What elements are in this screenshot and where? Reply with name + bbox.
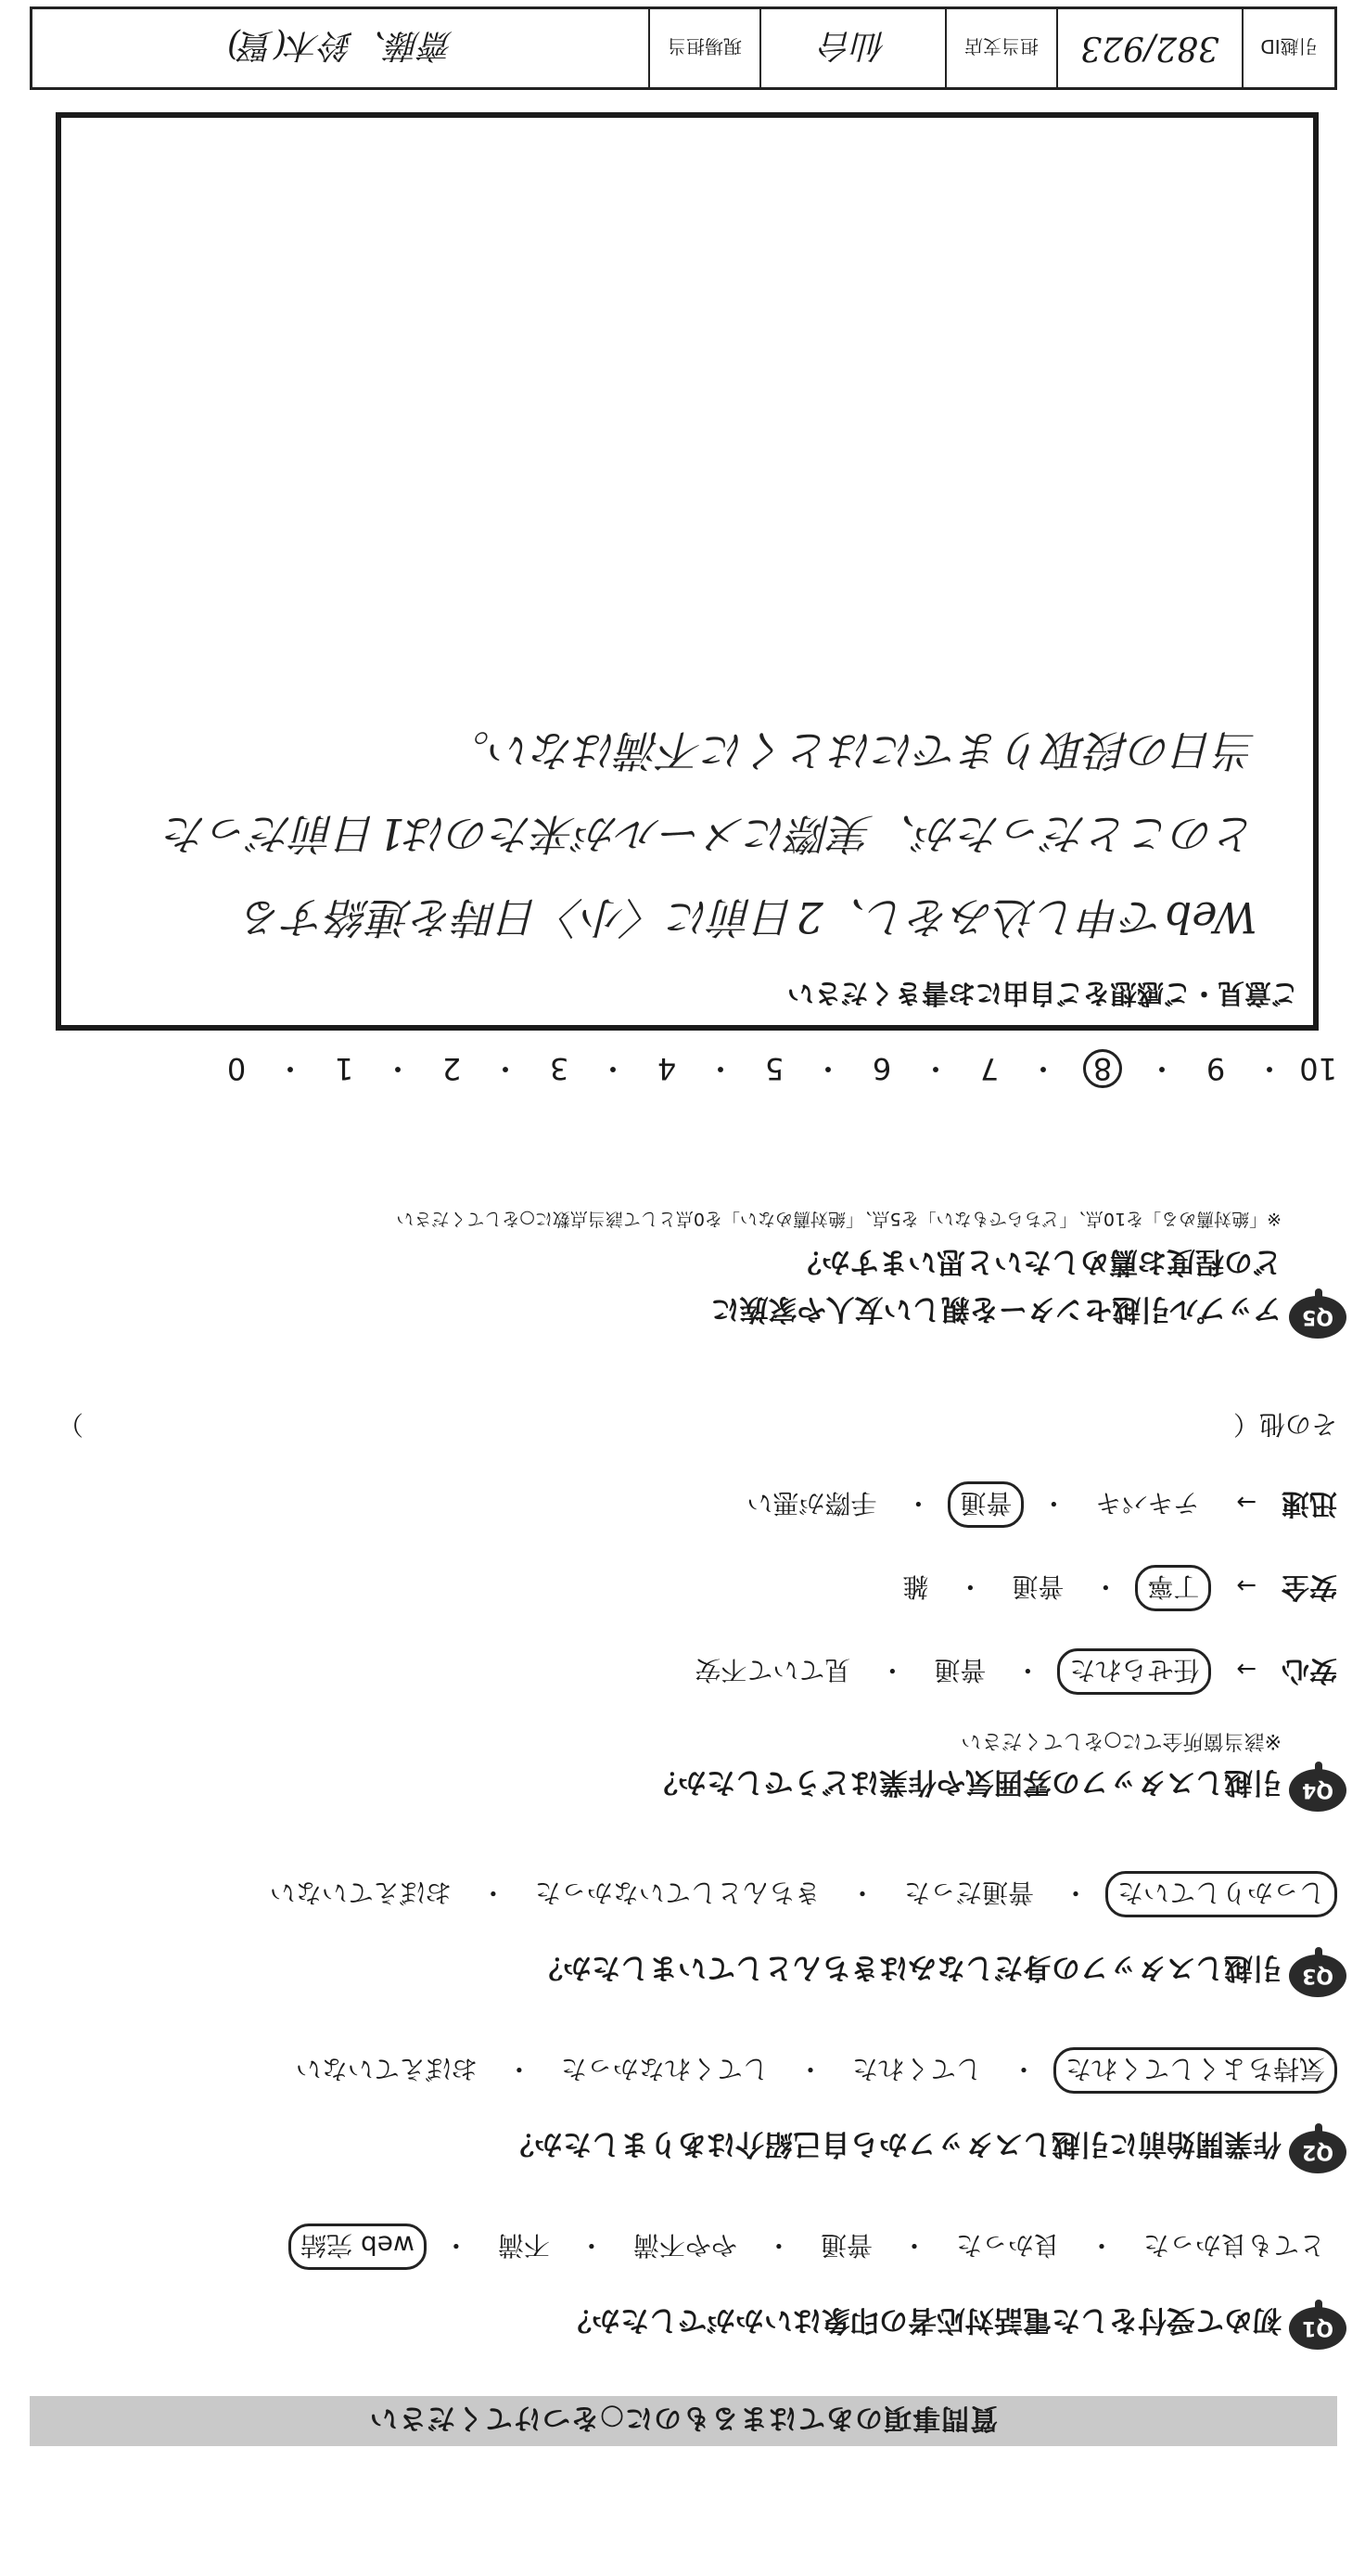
footer-info-table <box>30 6 1337 90</box>
score-option[interactable]: 1 <box>334 1051 354 1086</box>
q5-note: ※「絶対薦める」を10点、「どちらでもない」を5点、「絶対薦めない」を0点として該当点数に○をしてください <box>396 1209 1282 1229</box>
q1-options <box>288 2224 1337 2270</box>
q4-row-label: 安心 <box>1282 1654 1337 1686</box>
separator-dot: ・ <box>1040 1488 1067 1519</box>
comment-heading: ご意見・ご感想をご自由にお書きください <box>786 978 1298 1009</box>
handwritten-line: とのことだったが、実際にメールが来たのは1日前だった <box>164 809 1257 859</box>
q1-text: 初めて受付をした電話対応者の印象はいかがでしたか？ <box>563 2303 1282 2337</box>
score-option[interactable]: 4 <box>657 1051 677 1086</box>
separator-dot: ・ <box>383 1051 414 1086</box>
q4-option[interactable]: 雑 <box>902 1571 929 1602</box>
separator-dot: ・ <box>797 2054 823 2084</box>
leader-label: 現場担当 <box>648 9 759 87</box>
score-option[interactable]: 3 <box>549 1051 569 1086</box>
separator-dot: ・ <box>957 1571 984 1602</box>
q3-options <box>258 1871 1337 1917</box>
separator-dot: ・ <box>1092 1571 1119 1602</box>
q4-other-label: その他（ <box>1232 1409 1337 1440</box>
q4-option[interactable]: 丁寧 <box>1135 1565 1211 1611</box>
q4-row-label: 安全 <box>1282 1570 1337 1603</box>
separator-dot: ・ <box>813 1051 844 1086</box>
arrow-icon: → <box>1236 1655 1257 1683</box>
q2-options <box>284 2047 1337 2094</box>
arrow-icon: → <box>1236 1571 1257 1599</box>
separator-dot: ・ <box>900 2230 927 2261</box>
q4-row-jinsoku <box>734 1481 1337 1528</box>
score-option[interactable]: 5 <box>764 1051 785 1086</box>
comment-box <box>56 112 1319 1031</box>
q1-option[interactable]: 良かった <box>955 2230 1060 2261</box>
arrow-icon: → <box>1236 1488 1257 1516</box>
separator-dot: ・ <box>706 1051 736 1086</box>
question-4 <box>649 1728 1334 1806</box>
q2-option[interactable]: してくれた <box>851 2054 982 2084</box>
q1-option[interactable]: 普通 <box>820 2230 873 2261</box>
leader-value: 齋藤、鈴木(賢) <box>226 26 454 65</box>
q5-text-line2: どの程度お薦めしたいと思いますか？ <box>793 1245 1282 1278</box>
separator-dot: ・ <box>275 1051 306 1086</box>
question-2 <box>505 2126 1334 2168</box>
q3-badge: Q3 <box>1289 1954 1346 1997</box>
q2-option[interactable]: 気持ちよくしてくれた <box>1053 2047 1337 2094</box>
q4-row-options <box>682 1655 1211 1685</box>
q3-text: 引越しスタッフの身だしなみはきちんとしていましたか？ <box>534 1951 1282 1984</box>
q4-other <box>57 1407 1337 1444</box>
separator-dot: ・ <box>1010 2054 1037 2084</box>
q4-row-options <box>734 1488 1211 1519</box>
q4-option[interactable]: 普通 <box>948 1481 1024 1528</box>
separator-dot: ・ <box>442 2230 469 2261</box>
score-option[interactable]: 10 <box>1299 1051 1337 1086</box>
q4-text: 引越しスタッフの雰囲気や作業はどうでしたか？ <box>649 1765 1282 1799</box>
question-3 <box>534 1950 1334 1992</box>
question-1 <box>563 2302 1334 2344</box>
q1-option[interactable]: web 完結 <box>288 2224 427 2270</box>
branch-label: 担当支店 <box>945 9 1056 87</box>
q1-option[interactable]: 不満 <box>497 2230 550 2261</box>
score-option[interactable]: 2 <box>441 1051 462 1086</box>
q4-option[interactable]: 任せられた <box>1057 1648 1211 1695</box>
q4-other-close: ） <box>57 1409 84 1440</box>
separator-dot: ・ <box>765 2230 792 2261</box>
q1-option[interactable]: とても良かった <box>1142 2230 1325 2261</box>
id-label: 引越ID <box>1242 9 1334 87</box>
handwritten-line: 当日の段取りまでにはとくに不満はない。 <box>447 725 1257 775</box>
separator-dot: ・ <box>1014 1655 1041 1685</box>
q1-option[interactable]: やや不満 <box>632 2230 737 2261</box>
q1-badge: Q1 <box>1289 2307 1346 2350</box>
separator-dot: ・ <box>1147 1051 1178 1086</box>
score-option[interactable]: 0 <box>226 1051 247 1086</box>
q3-option[interactable]: おぼえていない <box>269 1878 452 1908</box>
q4-row-options <box>890 1571 1211 1602</box>
question-5 <box>396 1208 1334 1333</box>
score-option[interactable]: 6 <box>872 1051 892 1086</box>
q3-option[interactable]: しっかりしていた <box>1105 1871 1337 1917</box>
separator-dot: ・ <box>1088 2230 1115 2261</box>
score-option[interactable]: 9 <box>1206 1051 1226 1086</box>
separator-dot: ・ <box>491 1051 521 1086</box>
q4-row-label: 迅速 <box>1282 1487 1337 1519</box>
separator-dot: ・ <box>1028 1051 1059 1086</box>
separator-dot: ・ <box>578 2230 605 2261</box>
separator-dot: ・ <box>598 1051 629 1086</box>
instruction-text: 質問事項のあてはまるものに○をつけてください <box>368 2402 999 2434</box>
score-option[interactable]: 7 <box>979 1051 1000 1086</box>
id-value: 382/923 <box>1056 9 1242 87</box>
q5-badge: Q5 <box>1289 1296 1346 1339</box>
separator-dot: ・ <box>905 1488 932 1519</box>
q4-option[interactable]: 普通 <box>934 1655 987 1685</box>
q4-note: ※該当箇所全てに○をしてください <box>961 1729 1282 1752</box>
separator-dot: ・ <box>505 2054 532 2084</box>
q4-row-anshin <box>682 1648 1337 1695</box>
handwritten-line: Webで申し込みをし、2日前に〈小〉日時を連絡する <box>241 892 1257 942</box>
separator-dot: ・ <box>1062 1878 1089 1908</box>
separator-dot: ・ <box>1255 1051 1285 1086</box>
q4-option[interactable]: 手際が悪い <box>746 1488 877 1519</box>
q2-option[interactable]: してくれなかった <box>560 2054 769 2084</box>
q4-badge: Q4 <box>1289 1769 1346 1812</box>
q3-option[interactable]: 普通だった <box>903 1878 1034 1908</box>
q4-row-anzen <box>890 1565 1337 1611</box>
separator-dot: ・ <box>848 1878 875 1908</box>
q5-score-scale <box>223 1049 1337 1092</box>
q5-text-line1: アップル引越センターを親しい友人や家族に <box>710 1292 1282 1326</box>
score-option[interactable]: 8 <box>1083 1049 1122 1088</box>
q2-option[interactable]: おぼえていない <box>295 2054 478 2084</box>
q4-option[interactable]: 見ていて不安 <box>695 1655 851 1685</box>
separator-dot: ・ <box>479 1878 506 1908</box>
q4-option[interactable]: 普通 <box>1012 1571 1065 1602</box>
q2-badge: Q2 <box>1289 2131 1346 2173</box>
instruction-band <box>30 2396 1337 2446</box>
q3-option[interactable]: きちんとしていなかった <box>534 1878 821 1908</box>
separator-dot: ・ <box>879 1655 906 1685</box>
separator-dot: ・ <box>921 1051 951 1086</box>
branch-value: 仙台 <box>759 9 945 87</box>
q2-text: 作業開始前に引越しスタッフから自己紹介はありましたか？ <box>505 2127 1282 2160</box>
q4-option[interactable]: テキパキ <box>1095 1488 1200 1519</box>
